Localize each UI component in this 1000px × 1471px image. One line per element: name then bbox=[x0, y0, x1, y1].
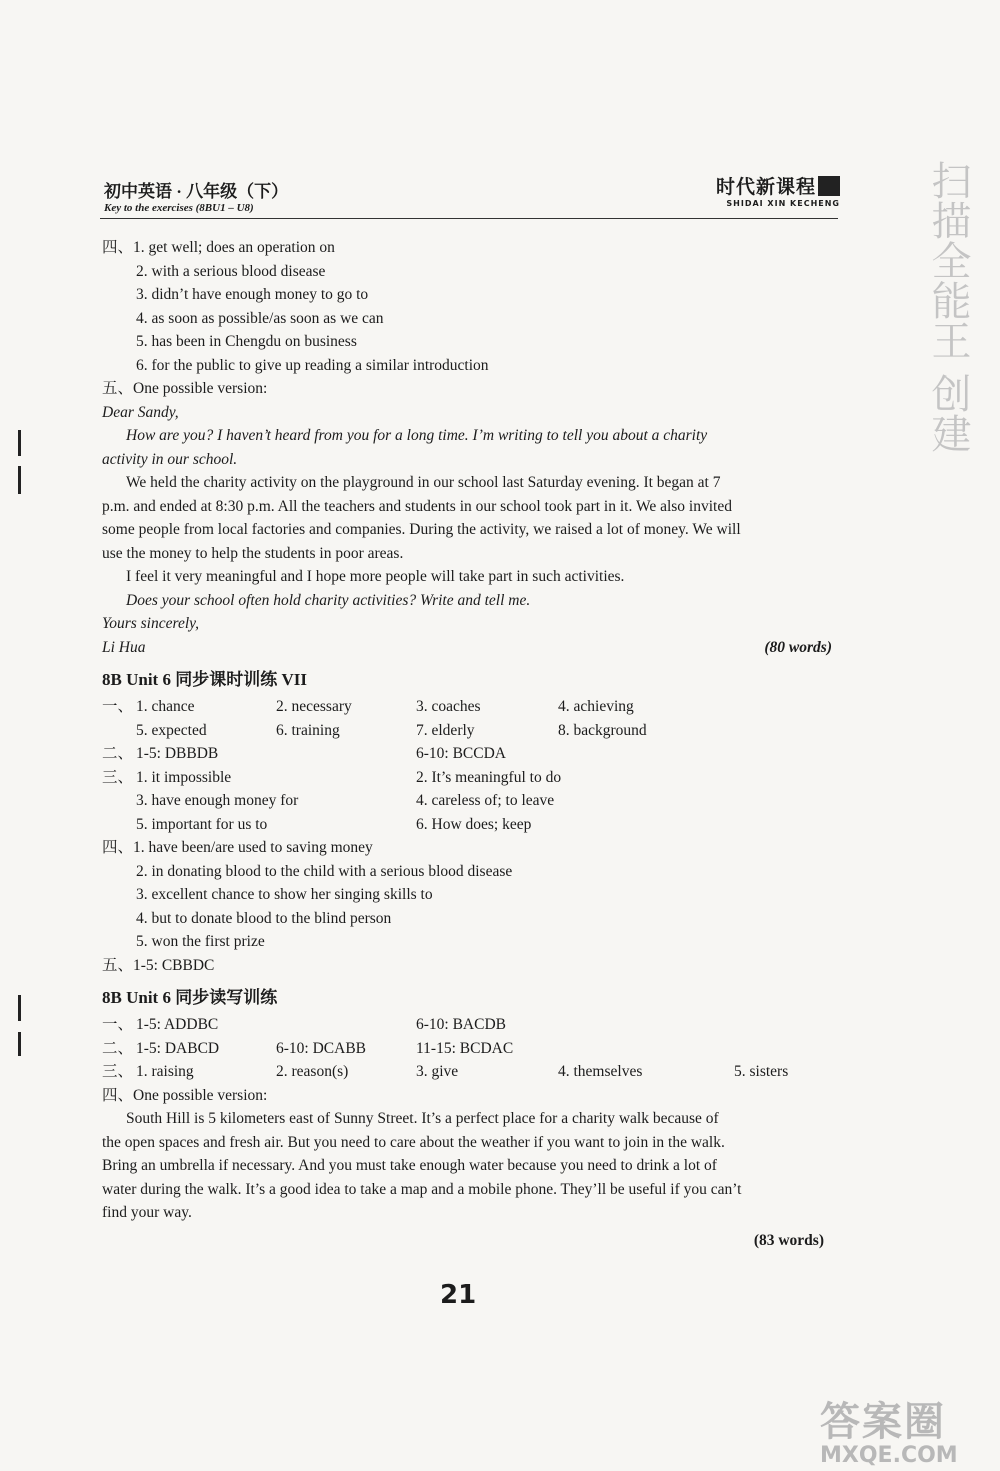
letter-closing: Yours sincerely, bbox=[102, 615, 200, 632]
answer-item: 8. background bbox=[558, 721, 647, 739]
watermark-cn: 答案圈 bbox=[820, 1399, 946, 1445]
er-row bbox=[102, 1037, 840, 1061]
answer-item: 5. important for us to bbox=[136, 815, 268, 833]
answer-item: 6-10: BCCDA bbox=[416, 745, 506, 762]
answer-item: 4. themselves bbox=[558, 1063, 643, 1080]
si-label: 四、One possible version: bbox=[102, 1086, 268, 1104]
word-count-line bbox=[102, 1229, 840, 1253]
margin-mark bbox=[18, 995, 21, 1021]
brand-cn: 时代新课程 bbox=[715, 176, 816, 198]
answer-item: 2. reason(s) bbox=[276, 1063, 349, 1080]
yi-label: 一、 bbox=[102, 1016, 134, 1033]
essay-line: Bring an umbrella if necessary. And you must take enough water because you need to drink a lot of bbox=[102, 1157, 717, 1174]
letter-signature bbox=[102, 636, 840, 660]
yi-row bbox=[102, 695, 840, 719]
letter-line: Does your school often hold charity activities? Write and tell me. bbox=[126, 591, 531, 609]
word-count: (83 words) bbox=[753, 1231, 824, 1249]
answer-item: 4. achieving bbox=[558, 698, 634, 715]
yi-row bbox=[102, 719, 840, 743]
answer-item: 4. but to donate blood to the blind person bbox=[136, 909, 392, 927]
essay-line: South Hill is 5 kilometers east of Sunny Street. It’s a perfect place for a charity walk because of bbox=[126, 1110, 719, 1127]
spacer bbox=[102, 813, 136, 837]
answer-item: 4. as soon as possible/as soon as we can bbox=[136, 309, 384, 327]
san-row bbox=[102, 1060, 840, 1084]
answer-item: 7. elderly bbox=[416, 721, 475, 739]
word-count: (80 words) bbox=[764, 638, 832, 656]
si-line-1 bbox=[102, 236, 840, 260]
answer-item: 1-5: ADDBC bbox=[136, 1016, 219, 1033]
signature-text: Li Hua bbox=[102, 638, 146, 656]
yi-row bbox=[102, 1013, 840, 1037]
page-number: 21 bbox=[440, 1280, 477, 1310]
spacer bbox=[102, 789, 136, 813]
book-title: 初中英语 · 八年级（下） bbox=[104, 182, 289, 201]
answer-item: 3. excellent chance to show her singing skills to bbox=[136, 886, 433, 903]
answer-item: 4. careless of; to leave bbox=[416, 792, 555, 809]
answer-item: 1. raising bbox=[136, 1063, 194, 1080]
san-row bbox=[102, 766, 840, 790]
answer-item: 3. coaches bbox=[416, 698, 481, 715]
answer-item: 2. It’s meaningful to do bbox=[416, 768, 562, 786]
section-title: 8B Unit 6 同步课时训练 VII bbox=[102, 670, 307, 689]
letter-line: We held the charity activity on the playground in our school last Saturday evening. It began at 7 bbox=[126, 474, 721, 491]
san-row bbox=[102, 789, 840, 813]
answer-item: 5. sisters bbox=[734, 1063, 789, 1080]
answer-item: 6. How does; keep bbox=[416, 815, 532, 833]
answer-item: 1. chance bbox=[136, 698, 195, 715]
answer-item: 1. have been/are used to saving money bbox=[133, 839, 373, 856]
san-label: 三、 bbox=[102, 768, 134, 786]
answer-item: 6. for the public to give up reading a similar introduction bbox=[136, 356, 489, 374]
key-subtitle: Key to the exercises (8BU1 – U8) bbox=[104, 202, 254, 214]
answer-item: 2. in donating blood to the child with a serious blood disease bbox=[136, 862, 513, 880]
answer-item: 2. necessary bbox=[276, 698, 352, 715]
answer-item: 3. didn’t have enough money to go to bbox=[136, 286, 369, 303]
answer-item: 1. get well; does an operation on bbox=[133, 239, 335, 256]
margin-mark bbox=[18, 1032, 21, 1056]
essay-line: find your way. bbox=[102, 1204, 192, 1221]
san-label: 三、 bbox=[102, 1063, 134, 1080]
letter-line: p.m. and ended at 8:30 p.m. All the teachers and students in our school took part in it. We also invited bbox=[102, 497, 732, 515]
letter-line: How are you? I haven’t heard from you for a long time. I’m writing to tell you about a charity bbox=[126, 427, 708, 444]
answer-item: 5. expected bbox=[136, 721, 207, 739]
answer-item: 11-15: BCDAC bbox=[416, 1039, 514, 1057]
letter-line: activity in our school. bbox=[102, 450, 238, 468]
brand-en: SHIDAI XIN KECHENG bbox=[726, 199, 840, 208]
answer-item: 6. training bbox=[276, 721, 340, 739]
essay-line: the open spaces and fresh air. But you need to care about the weather if you want to join in the walk. bbox=[102, 1133, 725, 1151]
watermark-en: MXQE.COM bbox=[820, 1443, 958, 1468]
er-label: 二、 bbox=[102, 745, 134, 762]
brand-mark-icon bbox=[818, 176, 840, 196]
answer-item: 5. has been in Chengdu on business bbox=[136, 333, 357, 350]
margin-mark bbox=[18, 430, 21, 456]
answer-item: 5. won the first prize bbox=[136, 933, 265, 950]
wu-label: 五、One possible version: bbox=[102, 380, 268, 397]
si-label: 四、 bbox=[102, 839, 134, 856]
si-label: 四、 bbox=[102, 239, 134, 256]
si-line bbox=[102, 836, 840, 860]
side-scanner-text: 扫描全能王 创建 bbox=[925, 160, 971, 453]
er-label: 二、 bbox=[102, 1039, 134, 1057]
yi-label: 一、 bbox=[102, 698, 134, 715]
section-title: 8B Unit 6 同步读写训练 bbox=[102, 988, 278, 1007]
spacer bbox=[102, 719, 136, 743]
answer-item: 2. with a serious blood disease bbox=[136, 262, 326, 280]
letter-greeting: Dear Sandy, bbox=[102, 403, 179, 421]
wu-line: 五、1-5: CBBDC bbox=[102, 956, 215, 974]
watermark bbox=[820, 1390, 958, 1468]
letter-line: some people from local factories and companies. During the activity, we raised a lot of money. We will bbox=[102, 521, 741, 538]
margin-mark bbox=[18, 466, 21, 494]
san-row bbox=[102, 813, 840, 837]
er-row bbox=[102, 742, 840, 766]
answer-item: 1. it impossible bbox=[136, 768, 232, 786]
answer-item: 1-5: DABCD bbox=[136, 1039, 220, 1057]
header-rule bbox=[100, 218, 838, 219]
answer-content bbox=[102, 236, 840, 1252]
brand-logo bbox=[700, 172, 840, 208]
answer-item: 1-5: DBBDB bbox=[136, 745, 219, 762]
essay-line: water during the walk. It’s a good idea to take a map and a mobile phone. They’ll be useful if you can’t bbox=[102, 1180, 742, 1198]
letter-line: I feel it very meaningful and I hope more people will take part in such activities. bbox=[126, 568, 625, 585]
letter-line: use the money to help the students in poor areas. bbox=[102, 544, 404, 562]
answer-item: 3. have enough money for bbox=[136, 792, 299, 809]
answer-item: 6-10: BACDB bbox=[416, 1016, 506, 1033]
answer-item: 3. give bbox=[416, 1063, 459, 1080]
answer-item: 6-10: DCABB bbox=[276, 1039, 366, 1057]
